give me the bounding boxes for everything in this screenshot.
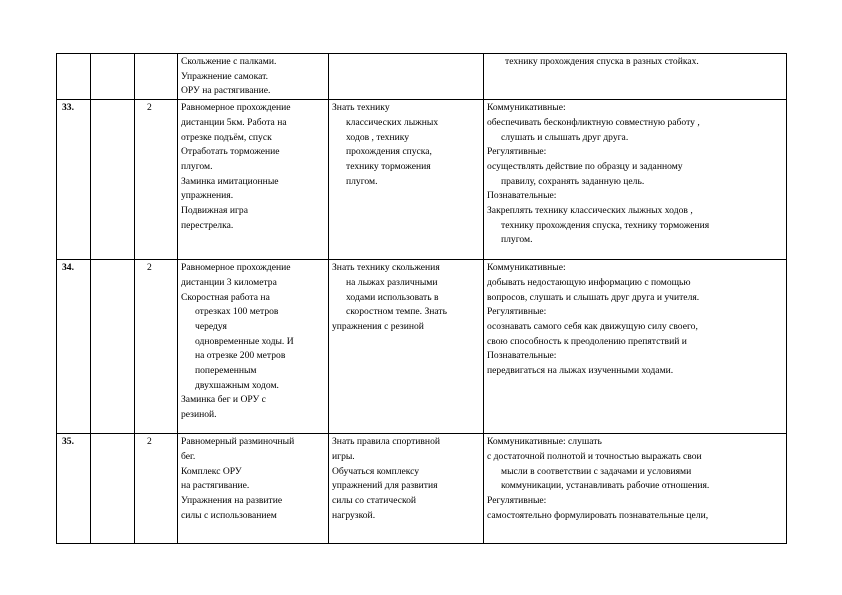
content-line: Комплекс ОРУ (181, 465, 242, 477)
uud-line: Регулятивные: (487, 146, 547, 158)
empty-cell (91, 434, 135, 544)
lesson-number: 35. (62, 436, 74, 448)
content-cell (178, 100, 329, 260)
uud-line: технику прохождения спуска в разных стойках. (505, 56, 699, 67)
content-line: силы с использованием (181, 509, 277, 521)
content-line: Равномерное прохождение (181, 262, 291, 274)
lesson-number-cell (57, 434, 91, 544)
content-line: перестрелка. (181, 219, 234, 231)
knowledge-cell (329, 260, 484, 434)
knowledge-line: на лыжах различными (346, 276, 438, 288)
content-line: Отработать торможение (181, 146, 280, 158)
uud-line: Регулятивные: (487, 306, 547, 318)
hours-value: 2 (147, 436, 152, 448)
content-line: Равномерное прохождение (181, 102, 291, 114)
knowledge-line: ходов , технику (346, 131, 410, 143)
empty-cell (91, 260, 135, 434)
content-line: отрезках 100 метров (195, 306, 279, 318)
knowledge-line: Обучаться комплексу (332, 465, 420, 477)
uud-line: Познавательные: (487, 350, 557, 362)
content-line: Заминка имитационные (181, 175, 279, 187)
uud-line: передвигаться на лыжах изученными ходами. (487, 365, 674, 377)
hours-cell (135, 260, 178, 434)
uud-line: правилу, сохранять заданную цель. (501, 175, 645, 187)
uud-line: мысли в соответствии с задачами и условиями (501, 465, 692, 477)
hours-cell (135, 434, 178, 544)
content-line: попеременным (195, 365, 257, 377)
uud-line: Закреплять технику классических лыжных ходов , (487, 205, 693, 217)
content-line: Заминка бег и ОРУ с (181, 394, 266, 406)
content-cell (178, 260, 329, 434)
content-line: Упражнение самокат. (181, 70, 268, 82)
content-line: Упражнения на развитие (181, 494, 283, 506)
content-cell (178, 434, 329, 544)
uud-line: технику прохождения спуска, технику торможения (501, 219, 710, 231)
lesson-number-cell (57, 260, 91, 434)
content-line: дистанции 5км. Работа на (181, 116, 287, 128)
uud-line: Регулятивные: (487, 494, 547, 506)
content-line: ОРУ на растягивание. (181, 85, 271, 97)
knowledge-line: Знать технику (332, 102, 390, 114)
knowledge-cell (329, 54, 484, 100)
hours-value: 2 (147, 262, 152, 274)
knowledge-cell (329, 100, 484, 260)
lesson-number-cell (57, 54, 91, 100)
content-line: Скольжение с палками. (181, 56, 277, 67)
lesson-plan-table (56, 53, 787, 544)
lesson-number: 33. (62, 102, 74, 114)
lesson-number: 34. (62, 262, 74, 274)
content-line: двухшажным ходом. (195, 379, 279, 391)
hours-value: 2 (147, 102, 152, 114)
knowledge-line: прохождения спуска, (346, 146, 432, 158)
content-cell (178, 54, 329, 100)
uud-line: плугом. (501, 234, 533, 246)
uud-line: коммуникации, устанавливать рабочие отношения. (501, 480, 710, 492)
table-row (57, 100, 787, 260)
uud-cell (484, 260, 787, 434)
uud-line: свою способность к преодолению препятствий и (487, 335, 687, 347)
empty-cell (91, 54, 135, 100)
uud-cell (484, 100, 787, 260)
uud-line: Коммуникативные: слушать (487, 436, 602, 448)
knowledge-line: силы со статической (332, 494, 417, 506)
content-line: Скоростная работа на (181, 291, 270, 303)
uud-line: самостоятельно формулировать познавательные цели, (487, 509, 709, 521)
uud-line: обеспечивать бесконфликтную совместную работу , (487, 116, 700, 128)
knowledge-cell (329, 434, 484, 544)
content-line: на растягивание. (181, 480, 250, 492)
knowledge-line: классических лыжных (346, 116, 439, 128)
uud-cell (484, 434, 787, 544)
knowledge-line: Знать технику скольжения (332, 262, 440, 274)
knowledge-line: плугом. (346, 175, 378, 187)
lesson-number-cell (57, 100, 91, 260)
content-line: чередуя (195, 320, 227, 332)
content-line: Подвижная игра (181, 205, 248, 217)
uud-line: вопросов, слушать и слышать друг друга и учителя. (487, 291, 700, 303)
content-line: Равномерный разминочный (181, 436, 295, 448)
knowledge-line: игры. (332, 450, 355, 462)
content-line: бег. (181, 450, 196, 462)
content-line: плугом. (181, 160, 213, 172)
content-line: упражнения. (181, 190, 234, 202)
table-row (57, 54, 787, 100)
uud-line: добывать недостающую информацию с помощью (487, 276, 691, 288)
hours-cell (135, 54, 178, 100)
knowledge-line: ходами использовать в (346, 291, 439, 303)
knowledge-line: упражнений для развития (332, 480, 438, 492)
hours-cell (135, 100, 178, 260)
knowledge-line: упражнения с резиной (332, 320, 424, 332)
uud-line: осуществлять действие по образцу и заданному (487, 160, 683, 172)
uud-line: Познавательные: (487, 190, 557, 202)
uud-line: осознавать самого себя как движущую силу своего, (487, 320, 698, 332)
uud-cell (484, 54, 787, 100)
content-line: одновременные ходы. И (195, 335, 294, 347)
knowledge-line: скоростном темпе. Знать (346, 306, 447, 318)
content-line: отрезке подъём, спуск (181, 131, 272, 143)
content-line: на отрезке 200 метров (195, 350, 286, 362)
uud-line: слушать и слышать друг друга. (501, 131, 629, 143)
uud-line: Коммуникативные: (487, 102, 566, 114)
lesson-plan-body (57, 54, 787, 544)
uud-line: с достаточной полнотой и точностью выражать свои (487, 450, 702, 462)
content-line: дистанции 3 километра (181, 276, 277, 288)
empty-cell (91, 100, 135, 260)
table-row (57, 434, 787, 544)
table-row (57, 260, 787, 434)
knowledge-line: нагрузкой. (332, 509, 376, 521)
content-line: резиной. (181, 409, 217, 421)
knowledge-line: технику торможения (346, 160, 431, 172)
uud-line: Коммуникативные: (487, 262, 566, 274)
knowledge-line: Знать правила спортивной (332, 436, 440, 448)
